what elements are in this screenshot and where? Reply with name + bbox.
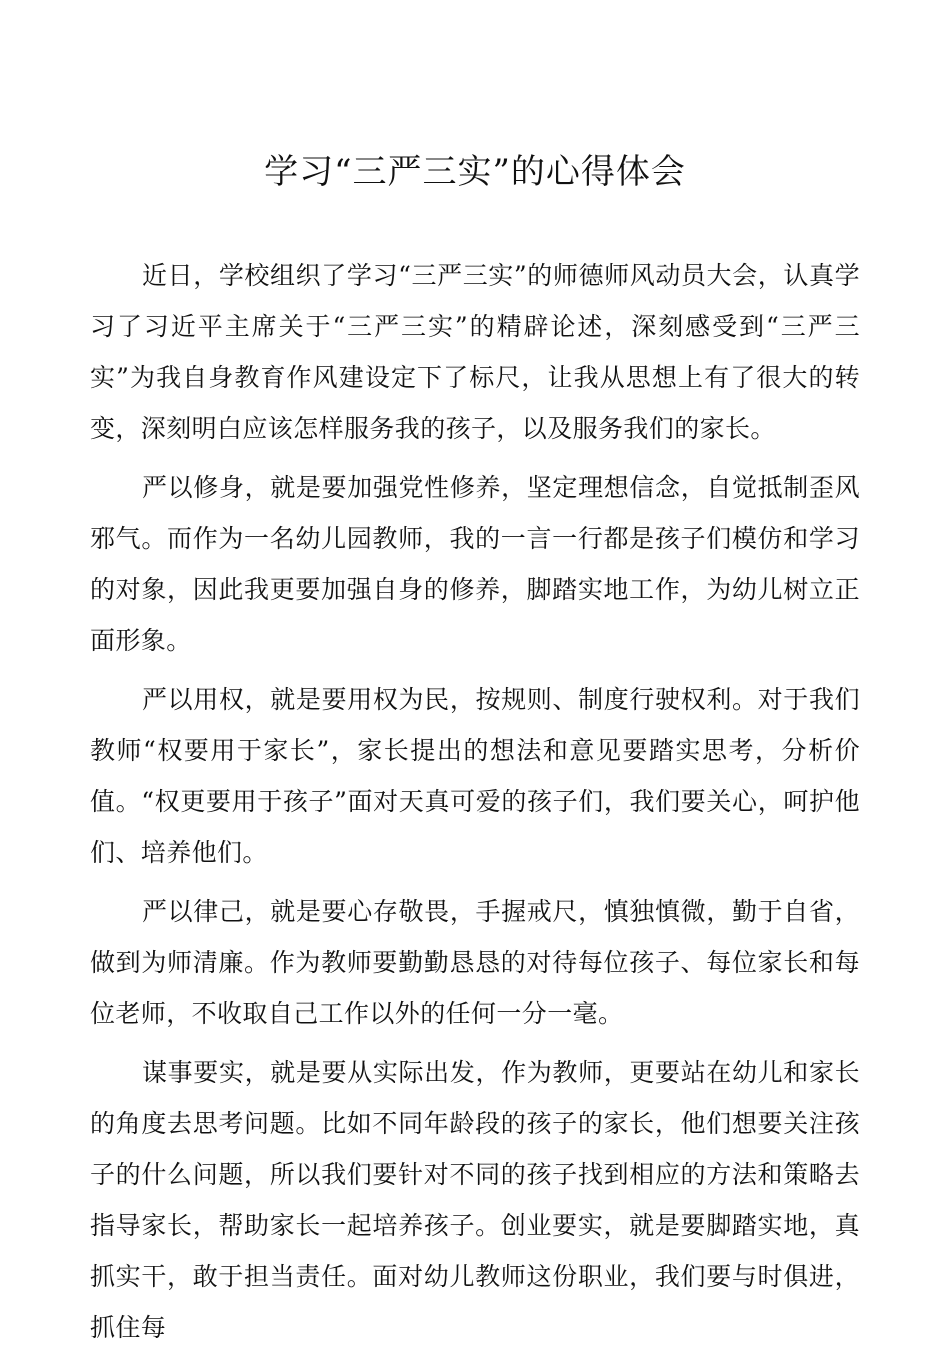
paragraph-intro: 近日，学校组织了学习“三严三实”的师德师风动员大会，认真学习了习近平主席关于“三严三实”的精辟论述，深刻感受到“三严三实”为我自身教育作风建设定下了标尺，让我从思想上有了很大的转变，深刻明白应该怎样服务我的孩子，以及服务我们的家长。 (90, 261, 860, 443)
paragraph-power-use: 严以用权，就是要用权为民，按规则、制度行驶权利。对于我们教师“权要用于家长”，家长提出的想法和意见要踏实思考，分析价值。“权更要用于孩子”面对天真可爱的孩子们，我们要关心，呵护他们、培养他们。 (90, 685, 860, 867)
paragraph-practical-work: 谋事要实，就是要从实际出发，作为教师，更要站在幼儿和家长的角度去思考问题。比如不同年龄段的孩子的家长，他们想要关注孩子的什么问题，所以我们要针对不同的孩子找到相应的方法和策略去指导家长，帮助家长一起培养孩子。创业要实，就是要脚踏实地，真抓实干，敢于担当责任。面对幼儿教师这份职业，我们要与时俱进，抓住每 (90, 1058, 860, 1342)
document-title: 学习“三严三实”的心得体会 (264, 152, 686, 192)
document-body (90, 250, 860, 1361)
paragraph-self-discipline: 严以律己，就是要心存敬畏，手握戒尺，慎独慎微，勤于自省，做到为师清廉。作为教师要勤勤恳恳的对待每位孩子、每位家长和每位老师，不收取自己工作以外的任何一分一毫。 (90, 897, 860, 1028)
paragraph-self-cultivation: 严以修身，就是要加强党性修养，坚定理想信念，自觉抵制歪风邪气。而作为一名幼儿园教师，我的一言一行都是孩子们模仿和学习的对象，因此我更要加强自身的修养，脚踏实地工作，为幼儿树立正面形象。 (90, 473, 860, 655)
